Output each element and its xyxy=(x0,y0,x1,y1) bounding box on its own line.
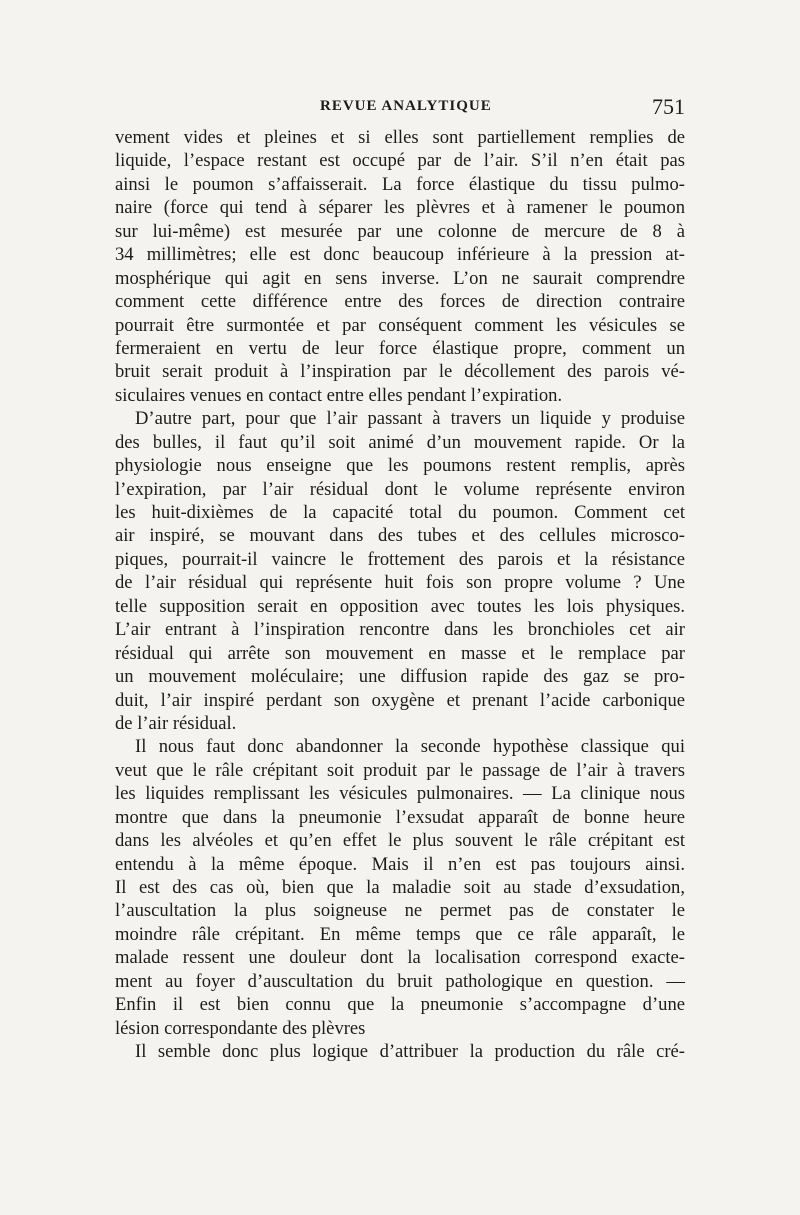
text-line: air inspiré, se mouvant dans des tubes et des cellules microsco- xyxy=(115,525,685,547)
text-line: ainsi le poumon s’affaisserait. La force élastique du tissu pulmo- xyxy=(115,173,685,195)
text-line: des bulles, il faut qu’il soit animé d’un mouvement rapide. Or la xyxy=(115,431,685,453)
page-number: 751 xyxy=(652,94,685,119)
text-line: piques, pourrait-il vaincre le frottement des parois et la résistance xyxy=(115,548,685,570)
text-line: mosphérique qui agit en sens inverse. L’on ne saurait comprendre xyxy=(115,267,685,289)
text-line: sur lui-même) est mesurée par une colonne de mercure de 8 à xyxy=(115,220,685,242)
text-line: les liquides remplissant les vésicules pulmonaires. — La clinique nous xyxy=(115,783,685,805)
text-line: les huit-dixièmes de la capacité total du poumon. Comment cet xyxy=(115,502,685,523)
text-line: un mouvement moléculaire; une diffusion rapide des gaz se pro- xyxy=(115,666,685,688)
text-line: duit, l’air inspiré perdant son oxygène et prenant l’acide carbonique xyxy=(115,689,685,711)
text-line: veut que le râle crépitant soit produit par le passage de l’air à travers xyxy=(115,759,685,781)
text-line: l’expiration, par l’air résidual dont le volume représente environ xyxy=(115,478,685,500)
text-line: l’auscultation la plus soigneuse ne permet pas de constater le xyxy=(115,900,685,922)
text-line: bruit serait produit à l’inspiration par le décollement des parois vé- xyxy=(115,361,685,383)
text-line: physiologie nous enseigne que les poumons restent remplis, après xyxy=(115,455,685,477)
body-text xyxy=(115,126,685,1064)
text-line: Enfin il est bien connu que la pneumonie s’accompagne d’une xyxy=(115,994,685,1016)
text-line: Il est des cas où, bien que la maladie soit au stade d’exsudation, xyxy=(115,877,685,898)
text-line: pourrait être surmontée et par conséquent comment les vésicules se xyxy=(115,314,685,336)
text-line: L’air entrant à l’inspiration rencontre dans les bronchioles cet air xyxy=(115,619,685,641)
text-line: lésion correspondante des plèvres xyxy=(115,1017,366,1039)
text-line: Il semble donc plus logique d’attribuer la production du râle cré- xyxy=(135,1041,685,1063)
text-line: malade ressent une douleur dont la localisation correspond exacte- xyxy=(115,947,685,969)
text-line: dans les alvéoles et qu’en effet le plus souvent le râle crépitant est xyxy=(115,830,685,852)
page-header xyxy=(115,94,685,124)
running-title: REVUE ANALYTIQUE xyxy=(320,98,492,114)
text-line: siculaires venues en contact entre elles pendant l’expiration. xyxy=(115,384,563,406)
text-line: D’autre part, pour que l’air passant à travers un liquide y produise xyxy=(135,408,685,430)
text-line: 34 millimètres; elle est donc beaucoup inférieure à la pression at- xyxy=(115,244,685,266)
text-line: de l’air résidual. xyxy=(115,712,237,734)
text-line: entendu à la même époque. Mais il n’en est pas toujours ainsi. xyxy=(115,853,685,875)
text-line: résidual qui arrête son mouvement en masse et le remplace par xyxy=(115,642,685,664)
text-line: comment cette différence entre des forces de direction contraire xyxy=(115,291,685,313)
text-line: Il nous faut donc abandonner la seconde hypothèse classique qui xyxy=(135,736,685,758)
text-line: montre que dans la pneumonie l’exsudat apparaît de bonne heure xyxy=(115,806,685,828)
text-line: ment au foyer d’auscultation du bruit pathologique en question. — xyxy=(115,970,685,992)
text-line: moindre râle crépitant. En même temps que ce râle apparaît, le xyxy=(115,923,685,945)
text-line: naire (force qui tend à séparer les plèvres et à ramener le poumon xyxy=(115,197,685,219)
text-line: vement vides et pleines et si elles sont partiellement remplies de xyxy=(115,127,685,148)
text-line: de l’air résidual qui représente huit fois son propre volume ? Une xyxy=(115,572,685,594)
text-line: liquide, l’espace restant est occupé par de l’air. S’il n’en était pas xyxy=(115,150,685,172)
text-line: fermeraient en vertu de leur force élastique propre, comment un xyxy=(115,337,685,359)
text-line: telle supposition serait en opposition avec toutes les lois physiques. xyxy=(115,595,685,617)
